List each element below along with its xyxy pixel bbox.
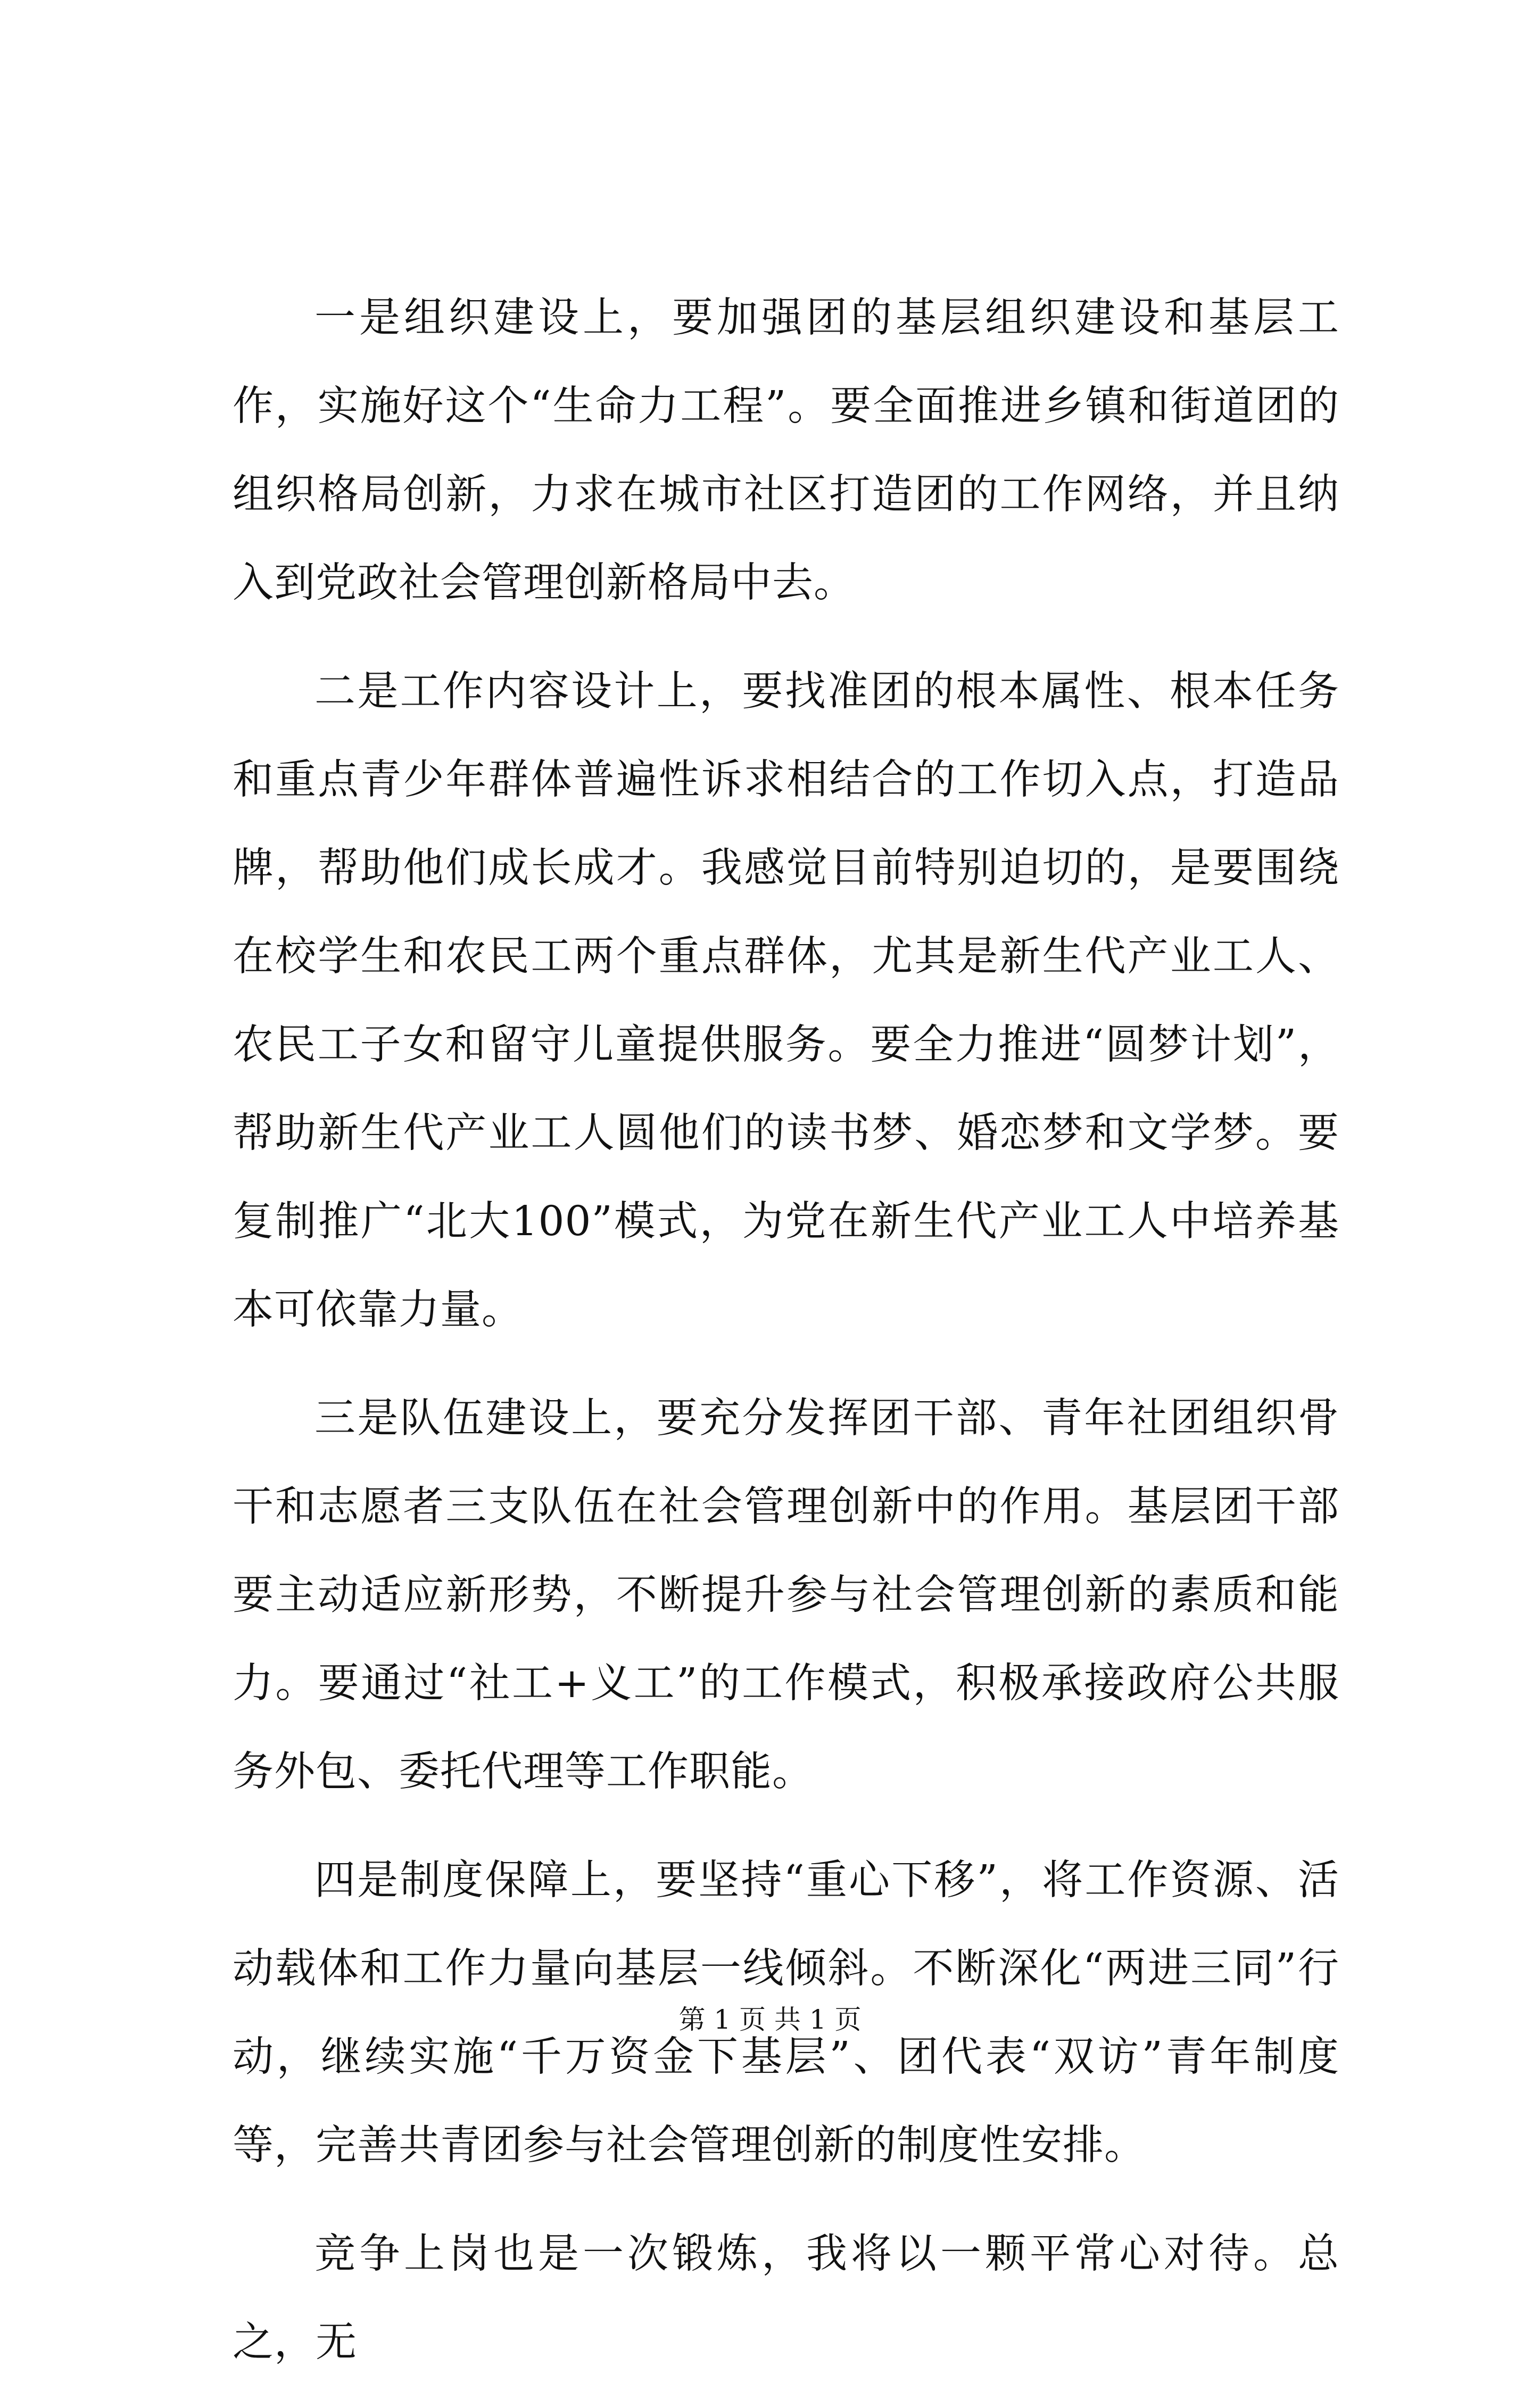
document-body [233,274,1339,2407]
paragraph-work-content: 二是工作内容设计上，要找准团的根本属性、根本任务和重点青少年群体普遍性诉求相结合的工作切入点，打造品牌，帮助他们成长成才。我感觉目前特别迫切的，是要围绕在校学生和农民工两个重点群体，尤其是新生代产业工人、农民工子女和留守儿童提供服务。要全力推进“圆梦计划”，帮助新生代产业工人圆他们的读书梦、婚恋梦和文学梦。要复制推广“北大100”模式，为党在新生代产业工人中培养基本可依靠力量。 [233,668,1339,1334]
paragraph-organization: 一是组织建设上，要加强团的基层组织建设和基层工作，实施好这个“生命力工程”。要全面推进乡镇和街道团的组织格局创新，力求在城市社区打造团的工作网络，并且纳入到党政社会管理创新格局中去。 [233,294,1339,607]
paragraph-team-building: 三是队伍建设上，要充分发挥团干部、青年社团组织骨干和志愿者三支队伍在社会管理创新中的作用。基层团干部要主动适应新形势，不断提升参与社会管理创新的素质和能力。要通过“社工+义工”的工作模式，积极承接政府公共服务外包、委托代理等工作职能。 [233,1395,1339,1796]
page-footer: 第 1 页 共 1 页 [678,2004,862,2035]
paragraph-system-guarantee: 四是制度保障上，要坚持“重心下移”，将工作资源、活动载体和工作力量向基层一线倾斜。不断深化“两进三同”行动，继续实施“千万资金下基层”、团代表“双访”青年制度等，完善共青团参与社会管理创新的制度性安排。 [233,1857,1339,2169]
paragraph-closing: 竞争上岗也是一次锻炼，我将以一颗平常心对待。总之，无 [233,2230,1339,2366]
